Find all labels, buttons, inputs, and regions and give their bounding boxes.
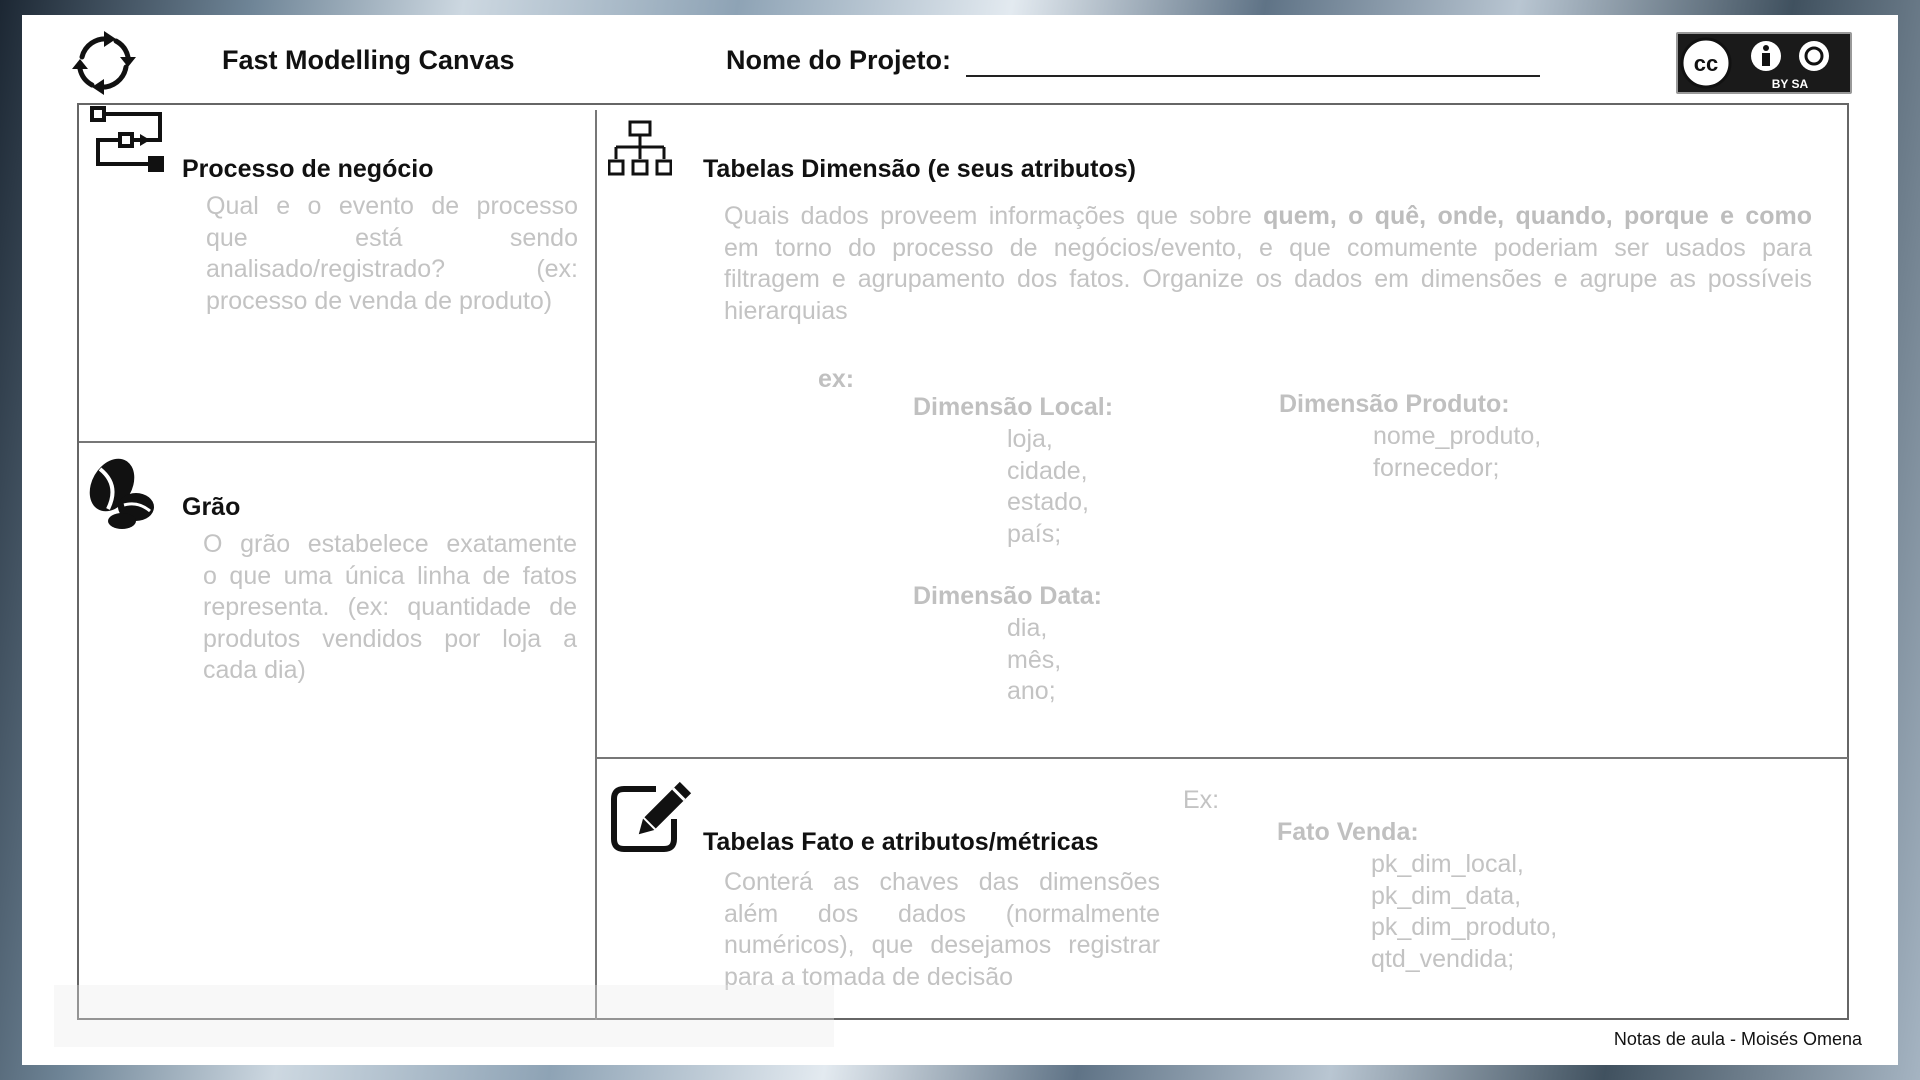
edit-pencil-icon: [610, 775, 698, 857]
fato-venda-attributes: pk_dim_local, pk_dim_data, pk_dim_produto, qtd_vendida;: [1371, 850, 1558, 973]
app-title: Fast Modelling Canvas: [222, 45, 515, 75]
license-label: BY SA: [1771, 77, 1809, 91]
process-title: Processo de negócio: [182, 155, 434, 183]
dim-local-name: Dimensão Local:: [913, 393, 1114, 421]
process-hint: Qual e o evento de processo que está sendo analisado/registrado? (ex: processo de venda de produto): [206, 192, 578, 315]
cc-by-sa-icon: [1678, 34, 1850, 92]
cc-license-badge: [1676, 32, 1852, 94]
project-name-label: Nome do Projeto:: [726, 45, 952, 75]
facts-hint: Conterá as chaves das dimensões além dos dados (normalmente numéricos), que desejamos registrar para a tomada de decisão: [724, 868, 1160, 991]
refresh-cycle-icon: [68, 27, 140, 99]
grain-hint: O grão estabelece exatamente o que uma única linha de fatos representa. (ex: quantidade de produtos vendidos por loja a cada dia): [203, 530, 577, 684]
dim-produto-name: Dimensão Produto:: [1279, 390, 1510, 418]
divider-left: [79, 441, 596, 443]
grain-title: Grão: [182, 493, 241, 521]
coffee-beans-icon: [86, 455, 160, 533]
project-name-field[interactable]: [966, 75, 1540, 77]
slide: [22, 15, 1898, 1065]
dim-data-name: Dimensão Data:: [913, 582, 1102, 610]
dimensions-ex-label: ex:: [818, 365, 855, 393]
dim-local-attributes: loja, cidade, estado, país;: [1007, 425, 1090, 548]
svg-text:cc: cc: [1693, 51, 1719, 76]
dim-produto-attributes: nome_produto, fornecedor;: [1373, 422, 1542, 482]
dimensions-title: Tabelas Dimensão (e seus atributos): [703, 155, 1136, 183]
faded-toolbar-overlay: [54, 985, 834, 1047]
dim-data-attributes: dia, mês, ano;: [1007, 614, 1062, 705]
facts-title: Tabelas Fato e atributos/métricas: [703, 828, 1099, 856]
divider-right: [597, 757, 1848, 759]
fato-venda-name: Fato Venda:: [1277, 818, 1419, 846]
footer-credit: Notas de aula - Moisés Omena: [1613, 1029, 1862, 1049]
dimensions-hint: Quais dados proveem informações que sobre quem, o quê, onde, quando, porque e como em torno do processo de negócios/evento, e que comumente poderiam ser usados para filtragem e agrupamento dos fatos. Organize os dados em dimensões e agrupe as possíveis hierarquias: [724, 202, 1812, 325]
hierarchy-icon: [608, 119, 672, 181]
facts-ex-label: Ex:: [1183, 786, 1220, 814]
business-process-icon: [88, 104, 170, 180]
divider-vertical: [595, 110, 597, 1020]
